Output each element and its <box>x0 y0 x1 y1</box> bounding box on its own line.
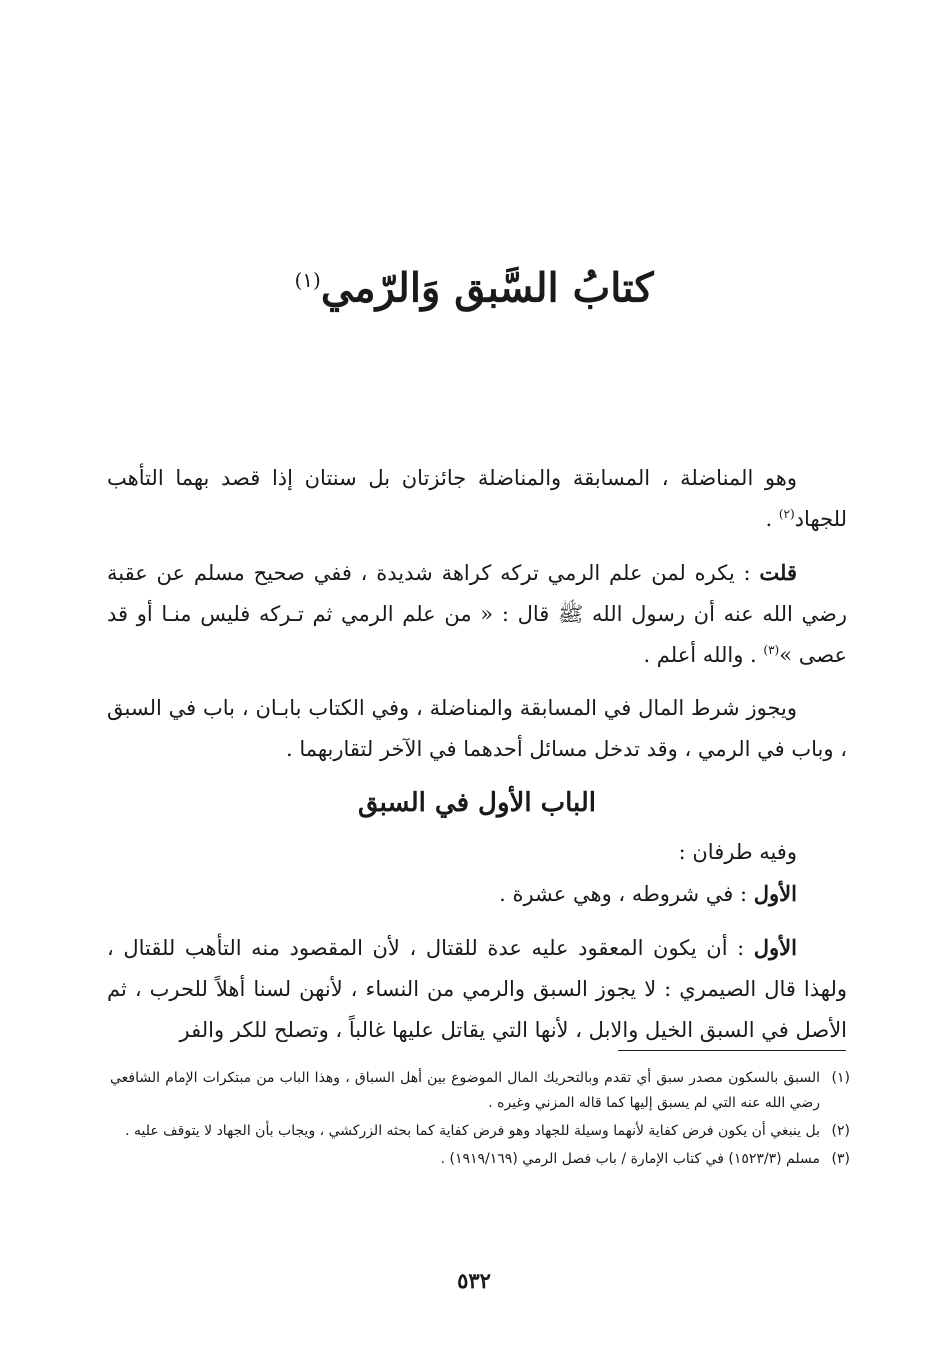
footnote-number: (٣) <box>831 1151 850 1167</box>
footnote-text: بل ينبغي أن يكون فرض كفاية لأنهما وسيلة للجهاد وهو فرض كفاية كما بحثه الزركشي ، ويجاب بأن الجهاد لا يتوقف عليه . <box>125 1123 820 1139</box>
footnote-ref-3: (٣) <box>763 643 780 657</box>
footnote-divider <box>618 1050 846 1051</box>
footnote-1 <box>110 1066 850 1116</box>
paragraph-4-text: وفيه طرفان : <box>678 840 797 864</box>
paragraph-3 <box>107 688 847 770</box>
paragraph-5-text: : في شروطه ، وهي عشرة . <box>499 882 754 906</box>
page-number: ٥٣٢ <box>457 1268 491 1293</box>
paragraph-1 <box>107 458 847 540</box>
paragraph-1-text: وهو المناضلة ، المسابقة والمناضلة جائزتان بل سنتان إذا قصد بهما التأهب للجهاد <box>107 466 847 531</box>
paragraph-2-tail: . والله أعلم . <box>643 643 764 667</box>
paragraph-6-text: : أن يكون المعقود عليه عدة للقتال ، لأن المقصود منه التأهب للقتال ، ولهذا قال الصيمري : لا يجوز السبق والرمي من النساء ، لأنهن لسنا أهلاً للحرب ، ثم الأصل في السبق الخيل والابل ، لأنها التي يقاتل عليها غالباً ، وتصلح للكر والفر <box>107 936 847 1042</box>
footnote-text: السبق بالسكون مصدر سبق أي تقدم وبالتحريك المال الموضوع بين أهل السباق ، وهذا الباب من مبتكرات الإمام الشافعي رضي الله عنه التي لم يسبق إليها كما قاله المزني وغيره . <box>110 1070 820 1111</box>
paragraph-3-text: ويجوز شرط المال في المسابقة والمناضلة ، وفي الكتاب بابـان ، باب في السبق ، وباب في الرمي ، وقد تدخل مسائل أحدهما في الآخر لتقاربهما . <box>107 696 847 761</box>
paragraph-5 <box>107 873 847 915</box>
chapter-title-text: كتابُ السَّبق وَالرّمي <box>320 264 654 312</box>
paragraph-6-lead: الأول <box>753 935 797 960</box>
section-heading: الباب الأول في السبق <box>357 788 596 818</box>
main-text <box>107 458 847 1063</box>
paragraph-2 <box>107 552 847 676</box>
footnote-number: (٢) <box>831 1123 850 1139</box>
paragraph-4 <box>107 832 847 873</box>
paragraph-1-tail: . <box>765 507 779 531</box>
footnote-text: مسلم (١٥٢٣/٣) في كتاب الإمارة / باب فصل الرمي (١٩١٩/١٦٩) . <box>440 1151 820 1167</box>
footnote-2 <box>110 1119 850 1144</box>
paragraph-5-lead: الأول <box>753 881 797 906</box>
paragraph-6 <box>107 927 847 1051</box>
footnote-ref-2: (٢) <box>778 507 795 521</box>
chapter-title <box>0 250 948 318</box>
paragraph-2-text: : يكره لمن علم الرمي تركه كراهة شديدة ، ففي صحيح مسلم عن عقبة رضي الله عنه أن رسول الله ﷺ قال : « من علم الرمي ثم تـركه فليس منـا أو قد عصى » <box>107 561 847 667</box>
chapter-title-footnote-ref: (١) <box>294 268 321 292</box>
footnote-number: (١) <box>831 1070 850 1086</box>
footnotes <box>110 1066 850 1175</box>
paragraph-2-lead: قلت <box>759 560 797 585</box>
footnote-3 <box>110 1147 850 1172</box>
